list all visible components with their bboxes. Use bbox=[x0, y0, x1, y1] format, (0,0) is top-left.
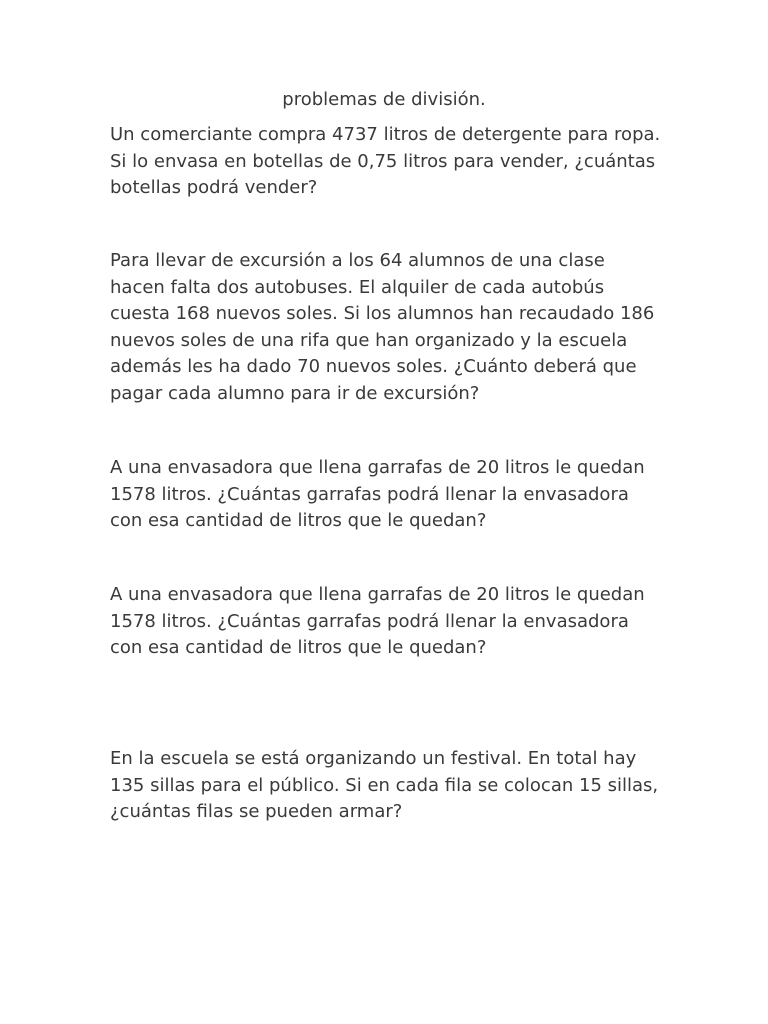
document-title: problemas de división. bbox=[282, 89, 486, 110]
problem-2: Para llevar de excursión a los 64 alumnos de una clase hacen falta dos autobuses. El alquiler de cada autobús cuesta 168 nuevos soles. Si los alumnos han recaudado 186 nuevos soles de una rifa que han organizado y la escuela además les ha dado 70 nuevos soles. ¿Cuánto deberá que pagar cada alumno para ir de excursión? bbox=[110, 250, 655, 404]
problem-1: Un comerciante compra 4737 litros de detergente para ropa. Si lo envasa en botellas de 0,75 litros para vender, ¿cuántas botellas podrá vender? bbox=[110, 124, 661, 198]
problem-3: A una envasadora que llena garrafas de 20 litros le quedan 1578 litros. ¿Cuántas garrafas podrá llenar la envasadora con esa cantidad de litros que le quedan? bbox=[110, 457, 645, 531]
problem-5: En la escuela se está organizando un festival. En total hay 135 sillas para el público. Si en cada fila se colocan 15 sillas, ¿cuántas filas se pueden armar? bbox=[110, 748, 659, 822]
problem-4: A una envasadora que llena garrafas de 20 litros le quedan 1578 litros. ¿Cuántas garrafas podrá llenar la envasadora con esa cantidad de litros que le quedan? bbox=[110, 584, 645, 658]
